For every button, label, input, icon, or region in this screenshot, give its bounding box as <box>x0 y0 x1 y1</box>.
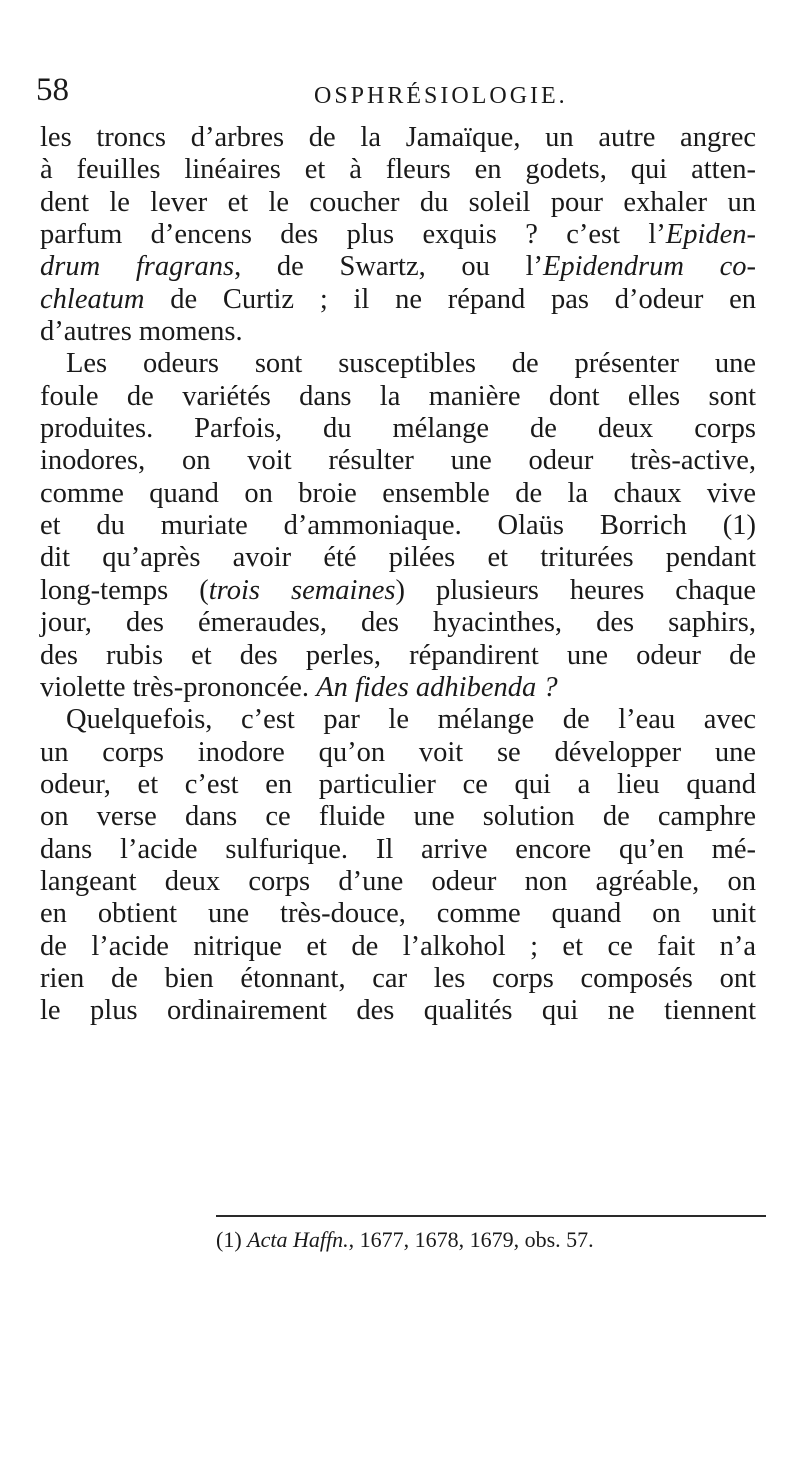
footnote-details: , 1677, 1678, 1679, obs. 57. <box>348 1227 594 1252</box>
text-line: drum fragrans, de Swartz, ou l’Epidendrum co- <box>40 251 756 283</box>
text-line: le plus ordinairement des qualités qui ne tiennent <box>40 995 756 1027</box>
footnote-source: Acta Haffn. <box>247 1227 349 1252</box>
footnote-marker: (1) <box>216 1227 248 1252</box>
footnote-rule <box>216 1215 766 1217</box>
text-line: d’autres momens. <box>40 316 243 348</box>
running-head: OSPHRÉSIOLOGIE. <box>314 83 568 109</box>
footnote <box>216 1225 776 1255</box>
page-number: 58 <box>36 72 69 108</box>
text-line: foule de variétés dans la manière dont elles sont <box>40 380 756 412</box>
text-line: jour, des émeraudes, des hyacinthes, des saphirs, <box>40 607 756 639</box>
text-line: inodores, on voit résulter une odeur très-active, <box>40 445 756 477</box>
text-line: dans l’acide sulfurique. Il arrive encore qu’en mé- <box>40 833 756 865</box>
text-line: rien de bien étonnant, car les corps composés ont <box>40 962 756 994</box>
text-line: Quelquefois, c’est par le mélange de l’eau avec <box>66 704 756 736</box>
text-line: parfum d’encens des plus exquis ? c’est l’Epiden- <box>40 219 756 251</box>
body-text <box>40 122 756 1028</box>
text-line: on verse dans ce fluide une solution de camphre <box>40 801 756 833</box>
text-line: un corps inodore qu’on voit se développer une <box>40 736 756 768</box>
text-line: en obtient une très-douce, comme quand on unit <box>40 898 756 930</box>
page-header <box>36 70 776 120</box>
text-line: langeant deux corps d’une odeur non agréable, on <box>40 865 756 897</box>
text-line: chleatum de Curtiz ; il ne répand pas d’odeur en <box>40 283 756 315</box>
text-line: à feuilles linéaires et à fleurs en godets, qui atten- <box>40 154 756 186</box>
text-line: de l’acide nitrique et de l’alkohol ; et ce fait n’a <box>40 930 756 962</box>
text-line: dent le lever et le coucher du soleil pour exhaler un <box>40 186 756 218</box>
text-line: dit qu’après avoir été pilées et triturées pendant <box>40 542 756 574</box>
text-line: violette très-prononcée. An fides adhibenda ? <box>40 671 558 703</box>
text-line: et du muriate d’ammoniaque. Olaüs Borrich (1) <box>40 510 756 542</box>
text-line: produites. Parfois, du mélange de deux corps <box>40 413 756 445</box>
text-line: Les odeurs sont susceptibles de présenter une <box>66 348 756 380</box>
text-line: comme quand on broie ensemble de la chaux vive <box>40 477 756 509</box>
text-line: long-temps (trois semaines) plusieurs heures chaque <box>40 574 756 606</box>
text-line: des rubis et des perles, répandirent une odeur de <box>40 639 756 671</box>
text-line: odeur, et c’est en particulier ce qui a lieu quand <box>40 768 756 800</box>
text-line: les troncs d’arbres de la Jamaïque, un autre angrec <box>40 122 756 153</box>
